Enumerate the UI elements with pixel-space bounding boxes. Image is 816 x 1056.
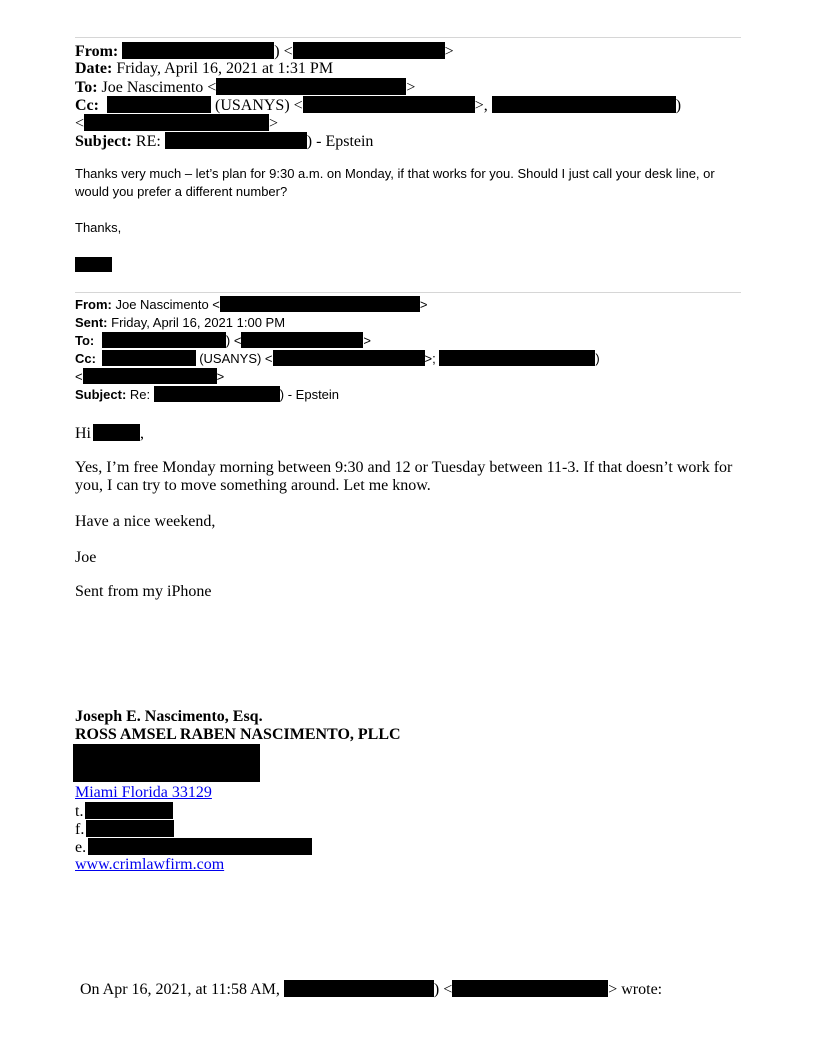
cc-line-2 (75, 350, 600, 368)
top-divider (75, 37, 741, 38)
message-1-closing: Thanks, (75, 220, 122, 235)
from-label: From: (75, 43, 119, 60)
cc-label: Cc: (75, 97, 99, 114)
from-end-2: > (419, 297, 428, 312)
redaction (439, 350, 595, 366)
redaction (165, 132, 307, 149)
cc-line (75, 96, 681, 115)
from-end: > (444, 43, 454, 60)
subject-label-2: Subject: (75, 387, 127, 402)
quote-mid: ) < (433, 981, 453, 998)
quote-prefix: On Apr 16, 2021, at 11:58 AM, (80, 981, 280, 998)
from-line (75, 42, 454, 61)
redaction (107, 96, 211, 113)
phone-label: t. (75, 803, 84, 820)
sent-from: Sent from my iPhone (75, 583, 212, 600)
redaction (220, 296, 420, 312)
redaction (216, 78, 406, 95)
to-mid-2: ) < (225, 333, 242, 348)
redaction (303, 96, 475, 113)
redaction (84, 114, 269, 131)
sent-line (75, 314, 285, 332)
from-mid: ) < (274, 43, 293, 60)
date-value: Friday, April 16, 2021 at 1:31 PM (116, 60, 334, 77)
sent-label: Sent: (75, 315, 108, 330)
redaction (284, 980, 434, 997)
cc2-end-2: > (216, 369, 225, 384)
subject-prefix-2: Re: (129, 387, 151, 402)
cc-close-2: ) (595, 351, 600, 366)
redaction (93, 424, 140, 441)
greeting-text: Hi (75, 425, 91, 442)
cc2-end: > (269, 115, 279, 132)
cc-mid-2: (USANYS) < (199, 351, 273, 366)
from-line-2 (75, 296, 427, 314)
phone-line (75, 802, 173, 821)
sign-off: Have a nice weekend, (75, 513, 216, 530)
fax-line (75, 820, 174, 839)
redaction (83, 368, 217, 384)
cc-mid: (USANYS) < (214, 97, 303, 114)
quote-suffix: > wrote: (608, 981, 663, 998)
from-label-2: From: (75, 297, 112, 312)
greeting-end: , (140, 425, 144, 442)
sender-name: Joe (75, 549, 97, 566)
subject-suffix: ) - Epstein (306, 133, 374, 150)
redaction (86, 820, 174, 837)
subject-label: Subject: (75, 133, 132, 150)
address-link[interactable]: Miami Florida 33129 (75, 784, 212, 801)
signature-firm: ROSS AMSEL RABEN NASCIMENTO, PLLC (75, 726, 401, 743)
subject-line-2 (75, 386, 339, 404)
signature-name: Joseph E. Nascimento, Esq. (75, 708, 263, 725)
redaction (492, 96, 676, 113)
cc-label-2: Cc: (75, 351, 96, 366)
redaction (85, 802, 173, 819)
cc-close: ) (675, 97, 682, 114)
message-2-body: Yes, I’m free Monday morning between 9:30 and 12 or Tuesday between 11-3. If that doesn’t work for you, I can try to move something around. Let me know. (75, 459, 733, 494)
redaction (241, 332, 363, 348)
subject-suffix-2: ) - Epstein (279, 387, 340, 402)
subject-line (75, 132, 373, 151)
message-divider (75, 292, 741, 293)
to-end-2: > (363, 333, 372, 348)
cc-sep: >, (474, 97, 492, 114)
redaction (73, 744, 260, 782)
cc2-open-2: < (75, 369, 83, 384)
sent-value: Friday, April 16, 2021 1:00 PM (111, 315, 286, 330)
redaction (154, 386, 280, 402)
website-link[interactable]: www.crimlawfirm.com (75, 856, 225, 873)
to-line (75, 78, 415, 97)
subject-prefix: RE: (135, 133, 161, 150)
cc2-open: < (75, 115, 85, 132)
to-label-2: To: (75, 333, 95, 348)
email-line (75, 838, 312, 857)
from-value-2: Joe Nascimento < (115, 297, 220, 312)
website-line (75, 856, 224, 874)
redaction (293, 42, 445, 59)
redaction (75, 257, 112, 272)
cc-sep-2: >; (424, 351, 440, 366)
redaction (102, 332, 226, 348)
to-value: Joe Nascimento < (101, 79, 217, 96)
to-line-2 (75, 332, 371, 350)
to-label: To: (75, 79, 98, 96)
cc-line-2b (75, 368, 224, 386)
redaction (452, 980, 608, 997)
email-label: e. (75, 839, 87, 856)
to-end: > (406, 79, 416, 96)
date-label: Date: (75, 60, 113, 77)
address-line (75, 784, 212, 802)
redaction (102, 350, 196, 366)
message-1-body: Thanks very much – let’s plan for 9:30 a.m. on Monday, if that works for you. Should I just call your desk line, or would you prefer a different number? (75, 166, 715, 199)
quote-intro (80, 980, 662, 999)
redaction (88, 838, 312, 855)
cc-line-2 (75, 114, 278, 133)
greeting (75, 424, 144, 443)
redaction (273, 350, 425, 366)
date-line (75, 60, 333, 78)
redaction (122, 42, 274, 59)
fax-label: f. (75, 821, 85, 838)
